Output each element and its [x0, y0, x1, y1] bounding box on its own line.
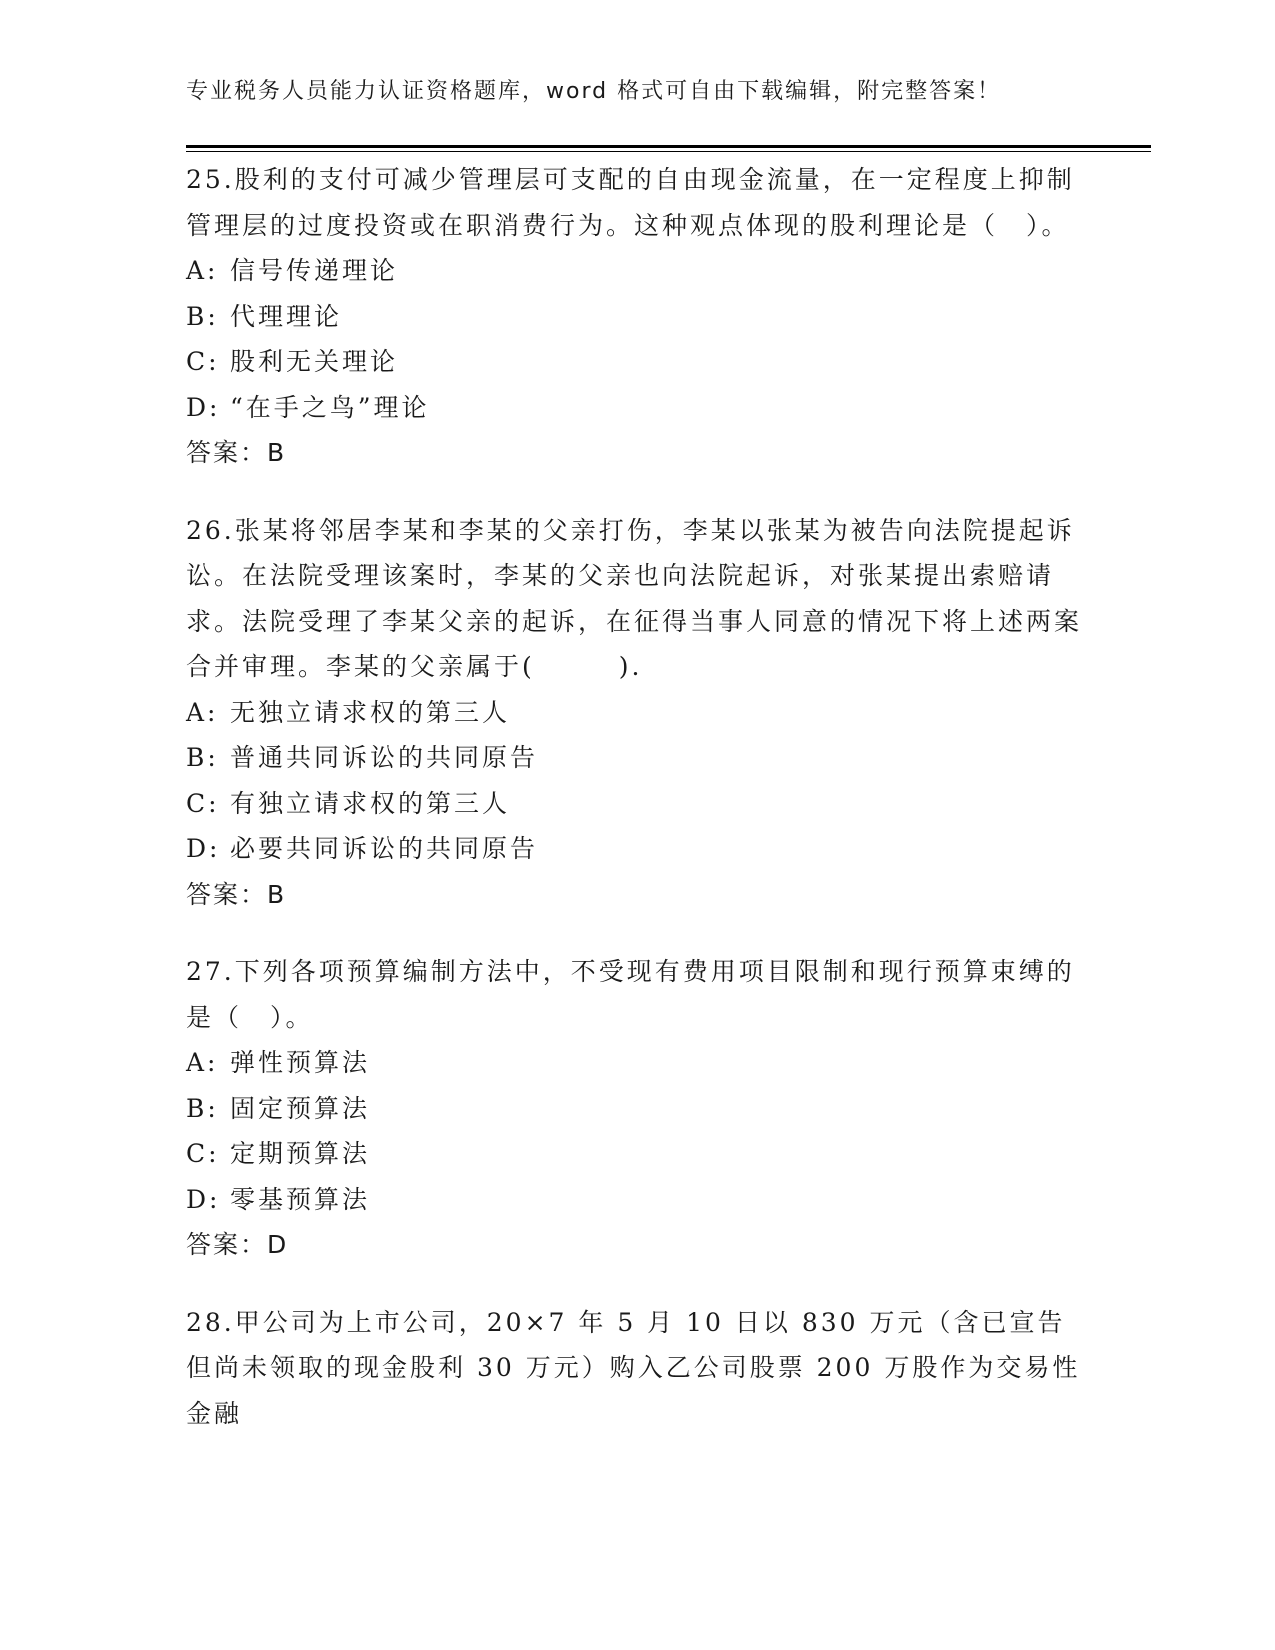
option-letter: B: — [186, 301, 219, 331]
answer-line: 答案：D — [186, 1230, 289, 1259]
option-letter: B: — [186, 743, 219, 772]
option-d — [186, 826, 1086, 872]
header-rule-thin — [186, 151, 1151, 152]
answer-line: 答案：B — [186, 438, 287, 467]
option-c — [186, 1131, 1086, 1177]
option-a — [186, 1040, 1086, 1086]
question-25 — [186, 157, 1086, 476]
option-text: 股利无关理论 — [230, 347, 399, 376]
question-stem: 26.张某将邻居李某和李某的父亲打伤，李某以张某为被告向法院提起诉讼。在法院受理该案时，李某的父亲也向法院起诉，对张某提出索赔请求。法院受理了李某父亲的起诉，在征得当事人同意的情况下将上述两案合并审理。李某的父亲属于( ). — [186, 515, 1083, 681]
option-list — [186, 1040, 1086, 1222]
answer-line: 答案：B — [186, 879, 287, 909]
option-text: 无独立请求权的第三人 — [230, 697, 511, 727]
option-text: 必要共同诉讼的共同原告 — [230, 834, 539, 863]
page-header: 专业税务人员能力认证资格题库，word 格式可自由下载编辑，附完整答案！ — [186, 79, 1002, 104]
option-a — [186, 690, 1086, 736]
option-d — [186, 385, 1086, 431]
question-stem: 27.下列各项预算编制方法中，不受现有费用项目限制和现行预算束缚的是（ ）。 — [186, 957, 1075, 1032]
option-text: 定期预算法 — [230, 1139, 371, 1168]
option-text: 代理理论 — [230, 301, 343, 331]
option-letter: C: — [186, 788, 220, 818]
option-text: 普通共同诉讼的共同原告 — [230, 743, 539, 772]
option-letter: C: — [186, 1139, 220, 1168]
option-b — [186, 294, 1086, 340]
question-26 — [186, 508, 1086, 918]
option-letter: D: — [186, 834, 221, 863]
option-letter: A: — [186, 256, 219, 285]
option-letter: D: — [186, 1184, 221, 1214]
question-stem: 28.甲公司为上市公司，20×7 年 5 月 10 日以 830 万元（含已宣告但尚未领取的现金股利 30 万元）购入乙公司股票 200 万股作为交易性金融 — [186, 1307, 1081, 1428]
option-a — [186, 248, 1086, 294]
option-text: 有独立请求权的第三人 — [230, 788, 511, 818]
option-letter: B: — [186, 1093, 219, 1123]
option-d — [186, 1177, 1086, 1223]
option-text: 零基预算法 — [230, 1184, 371, 1214]
option-c — [186, 339, 1086, 385]
header-rule-thick — [186, 145, 1151, 148]
option-b — [186, 735, 1086, 781]
option-text: 信号传递理论 — [230, 256, 399, 285]
option-b — [186, 1086, 1086, 1132]
option-letter: C: — [186, 347, 220, 376]
option-letter: A: — [186, 1048, 219, 1077]
option-c — [186, 781, 1086, 827]
option-text: “在手之鸟”理论 — [230, 392, 430, 422]
question-27 — [186, 949, 1086, 1268]
question-list — [186, 157, 1086, 1468]
option-letter: A: — [186, 697, 219, 727]
option-text: 固定预算法 — [230, 1093, 371, 1123]
option-list — [186, 248, 1086, 430]
option-text: 弹性预算法 — [230, 1048, 371, 1077]
option-list — [186, 690, 1086, 872]
question-28 — [186, 1300, 1086, 1437]
option-letter: D: — [186, 392, 221, 422]
question-stem: 25.股利的支付可减少管理层可支配的自由现金流量，在一定程度上抑制管理层的过度投资或在职消费行为。这种观点体现的股利理论是（ ）。 — [186, 165, 1075, 240]
